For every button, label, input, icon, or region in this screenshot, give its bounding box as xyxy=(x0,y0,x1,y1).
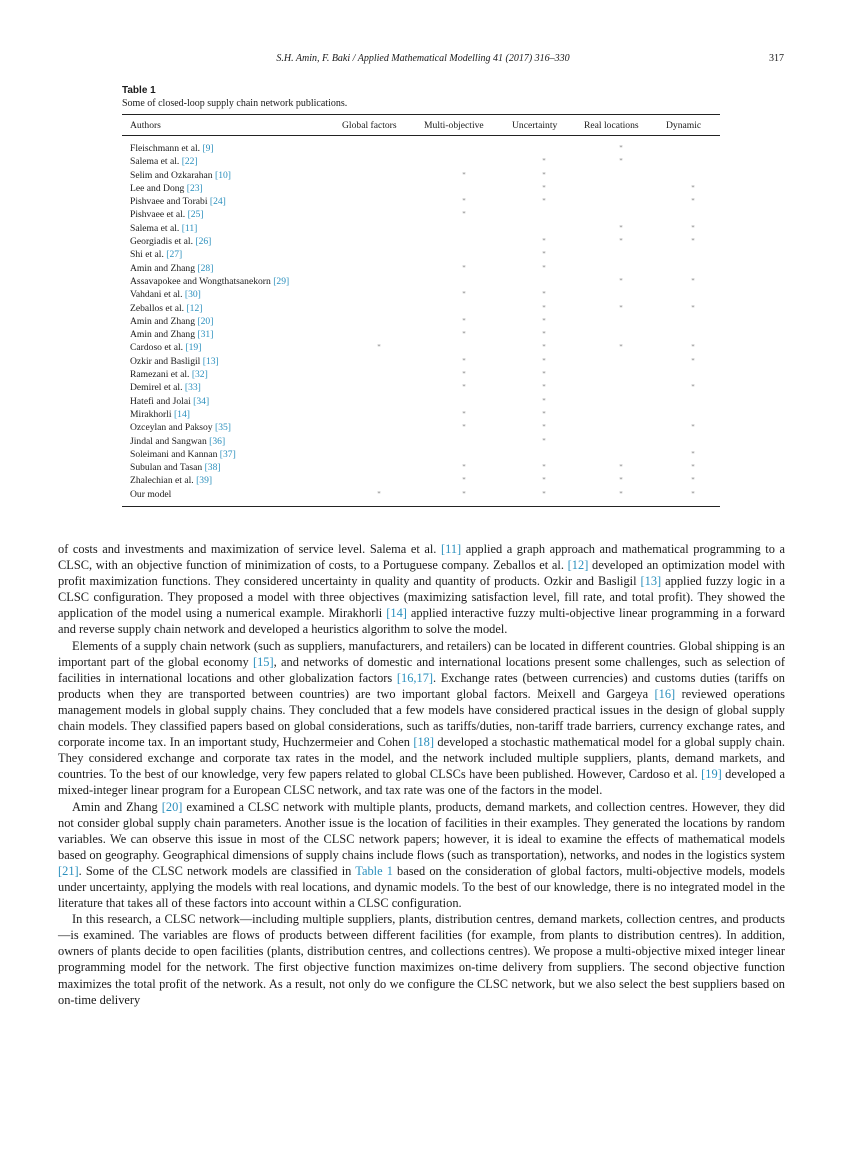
author-name: Shi et al. xyxy=(130,249,164,261)
table-row xyxy=(122,235,720,248)
mark-global-factors xyxy=(334,408,416,421)
author-name: Ramezani et al. xyxy=(130,369,190,381)
text-run: applied interactive fuzzy multi-objective linear programming in a forward and reverse supply chain network and developed a heuristics algorithm to solve the model. xyxy=(58,606,786,637)
mark-multi-objective xyxy=(416,395,504,408)
mark-uncertainty xyxy=(504,208,576,221)
table-body xyxy=(122,136,720,507)
mark-real-locations xyxy=(576,328,658,341)
author-cell xyxy=(122,461,334,474)
table-row xyxy=(122,262,720,275)
mark-dynamic xyxy=(658,395,720,408)
mark-multi-objective xyxy=(416,448,504,461)
table-row xyxy=(122,474,720,487)
text-run: developed an optimization model with profit maximization functions. They considered uncertainty in quality and quantity of products. Ozkir and Basligil xyxy=(58,558,786,589)
mark-multi-objective xyxy=(416,155,504,168)
mark-real-locations: * xyxy=(619,276,623,285)
reference-link[interactable]: [16,17] xyxy=(396,670,434,685)
reference-link[interactable]: [24] xyxy=(209,196,226,208)
reference-link[interactable]: [14] xyxy=(386,606,407,621)
author-cell xyxy=(122,195,334,208)
mark-uncertainty: * xyxy=(542,183,546,192)
table-label: Table 1 xyxy=(122,85,156,96)
mark-global-factors xyxy=(334,248,416,261)
author-cell xyxy=(122,395,334,408)
mark-global-factors xyxy=(334,222,416,235)
author-name: Pishvaee et al. xyxy=(130,209,186,221)
mark-dynamic xyxy=(658,155,720,168)
mark-uncertainty: * xyxy=(542,197,546,206)
author-name: Zeballos et al. xyxy=(130,302,185,314)
mark-uncertainty: * xyxy=(542,290,546,299)
header-multi-objective: Multi-objective xyxy=(416,115,504,136)
mark-real-locations xyxy=(576,208,658,221)
mark-multi-objective: * xyxy=(462,476,466,485)
mark-dynamic xyxy=(658,435,720,448)
text-run: . Exchange rates (between currencies) and customs duties (tariffs on products when they are transported between countries) are two important global factors. Meixell and Gargeya xyxy=(58,670,785,701)
mark-uncertainty: * xyxy=(542,423,546,432)
mark-multi-objective xyxy=(416,136,504,156)
author-cell xyxy=(122,474,334,487)
mark-dynamic: * xyxy=(691,463,695,472)
mark-multi-objective: * xyxy=(462,210,466,219)
mark-multi-objective: * xyxy=(462,170,466,179)
mark-multi-objective: * xyxy=(462,290,466,299)
author-name: Amin and Zhang xyxy=(130,329,196,341)
mark-real-locations xyxy=(576,435,658,448)
mark-dynamic xyxy=(658,328,720,341)
mark-real-locations: * xyxy=(619,463,623,472)
reference-link[interactable]: [29] xyxy=(273,275,290,287)
author-name: Ozkir and Basligil xyxy=(130,355,201,367)
mark-uncertainty: * xyxy=(542,463,546,472)
author-cell xyxy=(122,302,334,315)
mark-uncertainty: * xyxy=(542,476,546,485)
author-cell xyxy=(122,262,334,275)
mark-uncertainty: * xyxy=(542,409,546,418)
author-name: Mirakhorli xyxy=(130,408,172,420)
reference-link[interactable]: [11] xyxy=(440,542,462,556)
mark-uncertainty: * xyxy=(542,396,546,405)
paragraph xyxy=(58,638,785,799)
author-cell xyxy=(122,248,334,261)
author-cell xyxy=(122,222,334,235)
mark-real-locations xyxy=(576,395,658,408)
table-row xyxy=(122,248,720,261)
reference-link[interactable]: [10] xyxy=(215,169,231,181)
table-row xyxy=(122,182,720,195)
author-name: Cardoso et al. xyxy=(130,342,184,354)
author-name: Ozceylan and Paksoy xyxy=(130,422,213,434)
text-run: based on the consideration of global factors, multi-objective models, models under uncertainty, applying the models with real locations, and dynamic models. To the best of our knowledge, there is no integrated model in the literature that takes all of these factors into account within a CLSC configuration. xyxy=(58,863,785,911)
mark-dynamic: * xyxy=(691,183,695,192)
mark-dynamic: * xyxy=(691,383,695,392)
author-name: Lee and Dong xyxy=(130,182,185,194)
reference-link[interactable]: [18] xyxy=(413,735,434,750)
author-cell xyxy=(122,448,334,461)
mark-dynamic xyxy=(658,368,720,381)
text-run: developed a mixed-integer linear program for a European CLSC network, and tax rate was one of the factors in the model. xyxy=(58,767,785,798)
author-cell xyxy=(122,288,334,301)
mark-dynamic: * xyxy=(691,476,695,485)
mark-uncertainty: * xyxy=(542,316,546,325)
author-cell xyxy=(122,368,334,381)
mark-global-factors xyxy=(334,136,416,156)
table-row xyxy=(122,169,720,182)
author-name: Pishvaee and Torabi xyxy=(130,196,208,208)
header-uncertainty: Uncertainty xyxy=(504,115,576,136)
table-row xyxy=(122,488,720,507)
mark-real-locations: * xyxy=(619,476,623,485)
mark-real-locations xyxy=(576,248,658,261)
reference-link[interactable]: [12] xyxy=(567,558,589,573)
header-global-factors: Global factors xyxy=(334,115,416,136)
mark-multi-objective: * xyxy=(462,423,466,432)
mark-real-locations xyxy=(576,169,658,182)
mark-multi-objective: * xyxy=(462,197,466,206)
reference-link[interactable]: [34] xyxy=(193,395,210,407)
author-cell xyxy=(122,235,334,248)
author-name: Amin and Zhang xyxy=(130,315,196,327)
table-1 xyxy=(122,85,720,507)
mark-real-locations xyxy=(576,195,658,208)
mark-multi-objective: * xyxy=(462,263,466,272)
reference-link[interactable]: [15] xyxy=(252,654,274,669)
author-name: Amin and Zhang xyxy=(130,262,196,274)
mark-real-locations: * xyxy=(619,303,623,312)
author-cell xyxy=(122,155,334,168)
mark-multi-objective: * xyxy=(462,316,466,325)
mark-uncertainty: * xyxy=(542,237,546,246)
reference-link[interactable]: [32] xyxy=(191,369,208,381)
table-row xyxy=(122,275,720,288)
mark-dynamic xyxy=(658,288,720,301)
author-name: Georgiadis et al. xyxy=(130,236,193,248)
text-run: applied a graph approach and mathematical programming to a CLSC, with an objective function of minimization of costs, to a Portuguese company. Zeballos et al. xyxy=(58,542,785,573)
mark-uncertainty xyxy=(504,275,576,288)
reference-link[interactable]: [37] xyxy=(219,448,236,460)
mark-multi-objective xyxy=(416,182,504,195)
author-name: Zhalechian et al. xyxy=(130,475,194,487)
mark-uncertainty: * xyxy=(542,330,546,339)
mark-real-locations: * xyxy=(619,343,623,352)
reference-link[interactable]: [28] xyxy=(197,262,214,274)
mark-global-factors xyxy=(334,315,416,328)
header-real-locations: Real locations xyxy=(576,115,658,136)
table-row xyxy=(122,302,720,315)
paragraph xyxy=(58,799,785,912)
mark-multi-objective xyxy=(416,341,504,354)
mark-uncertainty: * xyxy=(542,489,546,498)
mark-real-locations: * xyxy=(619,157,623,166)
paragraph xyxy=(58,541,785,638)
author-cell xyxy=(122,421,334,434)
mark-global-factors xyxy=(334,461,416,474)
reference-link[interactable]: [35] xyxy=(215,422,231,434)
mark-uncertainty: * xyxy=(542,263,546,272)
mark-real-locations xyxy=(576,288,658,301)
paragraph xyxy=(58,911,785,1008)
table-row xyxy=(122,155,720,168)
text-run: Elements of a supply chain network (such as suppliers, manufacturers, and retailers) can be located in different countries. Global shipping is an important part of the global economy xyxy=(58,638,785,669)
text-run: applied fuzzy logic in a CLSC configuration. They proposed a model with three objectives (maximizing satisfaction level, fill rate, and total profit). They showed the application of the model using a numerical example. Mirakhorli xyxy=(58,574,785,621)
reference-link[interactable]: [20] xyxy=(197,315,214,327)
author-name: Fleischmann et al. xyxy=(130,143,201,154)
mark-dynamic: * xyxy=(691,356,695,365)
mark-uncertainty: * xyxy=(542,250,546,259)
author-cell xyxy=(122,275,334,288)
mark-real-locations xyxy=(576,355,658,368)
mark-dynamic: * xyxy=(691,276,695,285)
table-caption: Some of closed-loop supply chain network publications. xyxy=(122,98,348,109)
mark-global-factors xyxy=(334,182,416,195)
table-header-row xyxy=(122,115,720,136)
table-row xyxy=(122,136,720,156)
mark-dynamic xyxy=(658,248,720,261)
table-row xyxy=(122,208,720,221)
mark-multi-objective xyxy=(416,275,504,288)
author-cell xyxy=(122,328,334,341)
author-name: Jindal and Sangwan xyxy=(130,435,207,447)
author-name: Assavapokee and Wongthatsanekorn xyxy=(130,275,271,287)
mark-dynamic xyxy=(658,262,720,275)
mark-global-factors xyxy=(334,208,416,221)
mark-global-factors xyxy=(334,381,416,394)
text-run: , and networks of domestic and international locations present some challenges, such as selection of facilities in international locations and other globalization factors xyxy=(58,654,786,685)
reference-link[interactable]: [27] xyxy=(166,249,183,261)
mark-global-factors xyxy=(334,155,416,168)
mark-global-factors xyxy=(334,435,416,448)
mark-dynamic: * xyxy=(691,237,695,246)
mark-uncertainty: * xyxy=(542,157,546,166)
reference-link[interactable]: [14] xyxy=(173,408,190,420)
reference-link[interactable]: Table 1 xyxy=(355,863,393,878)
mark-global-factors xyxy=(334,262,416,275)
mark-real-locations: * xyxy=(619,223,623,232)
table-row xyxy=(122,368,720,381)
author-name: Soleimani and Kannan xyxy=(130,448,218,460)
text-run: examined a CLSC network with multiple plants, products, demand markets, and collection centres. However, they did not consider global supply chain parameters. Another issue is the location of facilities in their examples. They generated the locations by random variables. We can observe this issue in most of the CLSC network papers; however, it is ideal to examine the effects of mathematical models based on geography. Geographical dimensions of supply chains include flows (such as transportation), networks, and nodes in the logistics system xyxy=(58,799,785,862)
reference-link[interactable]: [9] xyxy=(202,143,214,154)
reference-link[interactable]: [31] xyxy=(197,329,214,341)
author-cell xyxy=(122,136,334,156)
author-cell xyxy=(122,208,334,221)
header-authors: Authors xyxy=(122,115,334,136)
author-name: Selim and Ozkarahan xyxy=(130,169,213,181)
table-row xyxy=(122,355,720,368)
reference-link[interactable]: [38] xyxy=(204,462,221,474)
mark-global-factors xyxy=(334,368,416,381)
mark-dynamic: * xyxy=(691,303,695,312)
table-row xyxy=(122,288,720,301)
mark-dynamic: * xyxy=(691,449,695,458)
mark-multi-objective xyxy=(416,302,504,315)
table-row xyxy=(122,461,720,474)
table-row xyxy=(122,315,720,328)
mark-dynamic: * xyxy=(691,343,695,352)
mark-global-factors xyxy=(334,275,416,288)
author-cell xyxy=(122,169,334,182)
journal-citation: S.H. Amin, F. Baki / Applied Mathematical Modelling 41 (2017) 316–330 xyxy=(276,53,570,64)
table-row xyxy=(122,421,720,434)
mark-multi-objective: * xyxy=(462,489,466,498)
reference-link[interactable]: [13] xyxy=(202,355,219,367)
mark-real-locations: * xyxy=(619,144,623,152)
mark-global-factors xyxy=(334,302,416,315)
author-cell xyxy=(122,408,334,421)
mark-global-factors: * xyxy=(377,489,381,498)
mark-uncertainty: * xyxy=(542,170,546,179)
text-run: Amin and Zhang xyxy=(72,799,162,814)
mark-real-locations xyxy=(576,448,658,461)
mark-dynamic xyxy=(658,408,720,421)
author-name: Salema et al. xyxy=(130,156,180,168)
author-cell xyxy=(122,315,334,328)
author-name: Our model xyxy=(130,488,172,500)
author-cell xyxy=(122,488,334,507)
table-row xyxy=(122,395,720,408)
mark-multi-objective xyxy=(416,222,504,235)
table-row xyxy=(122,435,720,448)
reference-link[interactable]: [20] xyxy=(161,799,183,814)
text-run: developed a stochastic mathematical model for a global supply chain. They considered exchange and corporate tax rates in the model, and the network included multiple suppliers, plants, demand markets, and countries. To the best of our knowledge, very few papers related to global CLSCs have been published. However, Cardoso et al. xyxy=(58,735,785,782)
text-run: reviewed operations management models in global supply chains. They concluded that a few models have considered practical issues in the design of global supply chain models. They classified papers based on global considerations, such as tariffs/duties, non-tariff trade barriers, currency exchange rates, and corporate income tax. In an important study, Huchzermeier and Cohen xyxy=(58,686,785,750)
mark-multi-objective xyxy=(416,235,504,248)
mark-dynamic: * xyxy=(691,423,695,432)
mark-global-factors xyxy=(334,288,416,301)
table-row xyxy=(122,408,720,421)
mark-global-factors xyxy=(334,421,416,434)
mark-dynamic xyxy=(658,208,720,221)
mark-dynamic xyxy=(658,315,720,328)
text-run: . Some of the CLSC network models are classified in xyxy=(78,863,356,878)
mark-multi-objective: * xyxy=(462,383,466,392)
reference-link[interactable]: [36] xyxy=(209,435,226,447)
table-row xyxy=(122,222,720,235)
author-cell xyxy=(122,435,334,448)
author-name: Hatefi and Jolai xyxy=(130,395,191,407)
mark-global-factors: * xyxy=(377,343,381,352)
reference-link[interactable]: [16] xyxy=(654,686,676,701)
table-row xyxy=(122,341,720,354)
mark-dynamic xyxy=(658,169,720,182)
header-dynamic: Dynamic xyxy=(658,115,720,136)
mark-real-locations xyxy=(576,182,658,195)
author-cell xyxy=(122,381,334,394)
mark-dynamic: * xyxy=(691,223,695,232)
table-row xyxy=(122,448,720,461)
mark-real-locations: * xyxy=(619,237,623,246)
mark-real-locations xyxy=(576,315,658,328)
mark-real-locations xyxy=(576,421,658,434)
reference-link[interactable]: [23] xyxy=(186,182,203,194)
mark-uncertainty xyxy=(504,222,576,235)
mark-global-factors xyxy=(334,474,416,487)
reference-link[interactable]: [25] xyxy=(187,209,204,221)
author-name: Subulan and Tasan xyxy=(130,462,203,474)
mark-dynamic: * xyxy=(691,489,695,498)
mark-multi-objective: * xyxy=(462,463,466,472)
author-cell xyxy=(122,182,334,195)
mark-global-factors xyxy=(334,448,416,461)
mark-real-locations xyxy=(576,262,658,275)
reference-link[interactable]: [39] xyxy=(196,475,213,487)
reference-link[interactable]: [13] xyxy=(640,574,662,589)
author-cell xyxy=(122,355,334,368)
running-head xyxy=(0,53,846,67)
table-row xyxy=(122,381,720,394)
mark-real-locations xyxy=(576,368,658,381)
mark-global-factors xyxy=(334,328,416,341)
publications-table xyxy=(122,114,720,507)
mark-uncertainty: * xyxy=(542,303,546,312)
reference-link[interactable]: [26] xyxy=(195,236,212,248)
mark-multi-objective: * xyxy=(462,330,466,339)
author-name: Demirel et al. xyxy=(130,382,183,394)
table-row xyxy=(122,195,720,208)
reference-link[interactable]: [19] xyxy=(701,767,722,782)
mark-dynamic xyxy=(658,136,720,156)
mark-multi-objective: * xyxy=(462,370,466,379)
body-text xyxy=(58,541,785,1008)
author-name: Salema et al. xyxy=(130,222,180,234)
text-run: of costs and investments and maximization of service level. Salema et al. xyxy=(58,542,441,556)
table-row xyxy=(122,328,720,341)
mark-global-factors xyxy=(334,235,416,248)
author-name: Vahdani et al. xyxy=(130,289,183,301)
mark-dynamic: * xyxy=(691,197,695,206)
mark-real-locations xyxy=(576,381,658,394)
mark-uncertainty: * xyxy=(542,356,546,365)
mark-uncertainty xyxy=(504,136,576,156)
reference-link[interactable]: [12] xyxy=(186,302,203,314)
reference-link[interactable]: [22] xyxy=(181,156,198,168)
mark-real-locations xyxy=(576,408,658,421)
mark-global-factors xyxy=(334,355,416,368)
mark-multi-objective: * xyxy=(462,409,466,418)
page-number: 317 xyxy=(769,53,784,64)
mark-multi-objective xyxy=(416,435,504,448)
mark-global-factors xyxy=(334,395,416,408)
reference-link[interactable]: [33] xyxy=(184,382,201,394)
text-run: In this research, a CLSC network—including multiple suppliers, plants, distribution centres, demand markets, collection centres, and products—is examined. The variables are flows of products between different facilities (for example, from plants to distribution centres). In addition, owners of plants decide to open facilities (plants, distribution centres, and collections centres). We propose a multi-objective mixed integer linear programming model for the network. The first objective function maximizes on-time delivery from suppliers. The second objective function maximizes the total profit of the network. As a result, not only do we configure the CLSC network, but we also select the best suppliers based on on-time delivery xyxy=(58,912,785,1007)
mark-multi-objective xyxy=(416,248,504,261)
mark-real-locations: * xyxy=(619,489,623,498)
mark-uncertainty: * xyxy=(542,436,546,445)
author-cell xyxy=(122,341,334,354)
reference-link[interactable]: [30] xyxy=(184,289,201,301)
mark-uncertainty xyxy=(504,448,576,461)
mark-global-factors xyxy=(334,169,416,182)
mark-uncertainty: * xyxy=(542,370,546,379)
mark-global-factors xyxy=(334,195,416,208)
mark-uncertainty: * xyxy=(542,383,546,392)
reference-link[interactable]: [21] xyxy=(58,863,79,878)
mark-multi-objective: * xyxy=(462,356,466,365)
reference-link[interactable]: [11] xyxy=(181,222,198,234)
reference-link[interactable]: [19] xyxy=(185,342,202,354)
mark-uncertainty: * xyxy=(542,343,546,352)
